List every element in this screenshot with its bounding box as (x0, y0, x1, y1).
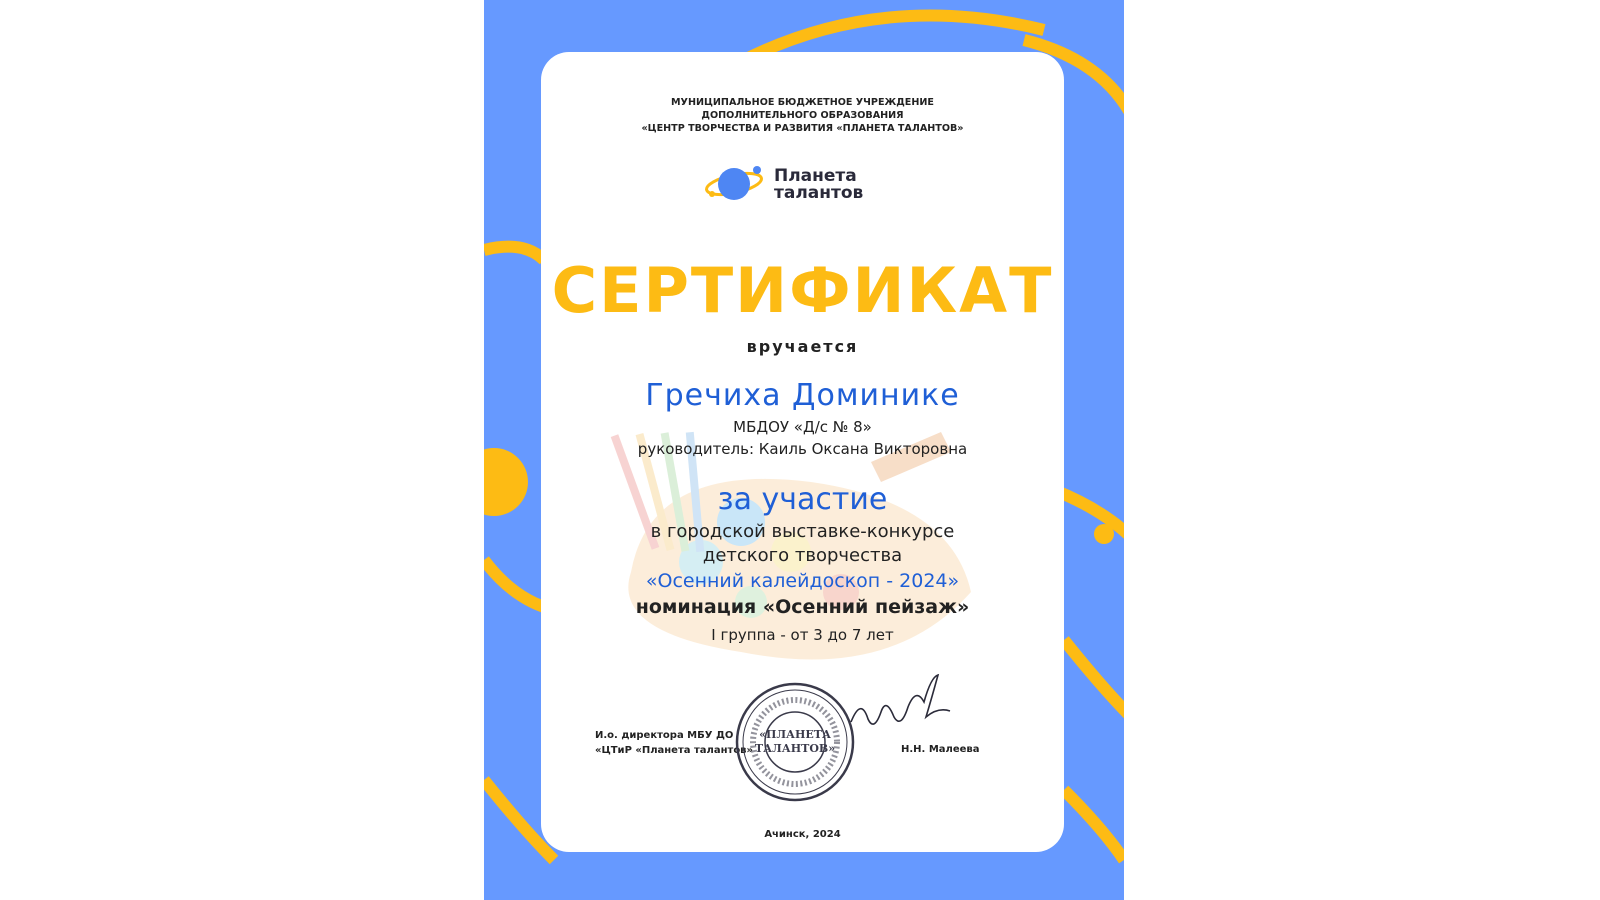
city-year: Ачинск, 2024 (764, 829, 841, 840)
event-description (541, 520, 1064, 568)
logo-line-1: Планета (774, 166, 857, 186)
stamp-text-line-1: «ПЛАНЕТА (759, 728, 831, 741)
nomination: номинация «Осенний пейзаж» (635, 596, 970, 618)
issuer-line-1: МУНИЦИПАЛЬНОЕ БЮДЖЕТНОЕ УЧРЕЖДЕНИЕ (671, 97, 934, 108)
certificate-subtitle: вручается (746, 337, 859, 356)
issuer-header (541, 96, 1064, 135)
stamp-text-line-2: ТАЛАНТОВ» (754, 742, 836, 755)
signer-name: Н.Н. Малеева (901, 744, 980, 755)
age-group: I группа - от 3 до 7 лет (711, 626, 894, 644)
issuer-line-3: «ЦЕНТР ТВОРЧЕСТВА И РАЗВИТИЯ «ПЛАНЕТА ТАЛАНТОВ» (641, 123, 964, 134)
signer-title-line-2: «ЦТиР «Планета талантов» (595, 745, 753, 756)
logo-text (774, 168, 863, 202)
seal-stamp (733, 680, 857, 804)
handwritten-signature (846, 667, 956, 747)
mentor-line: руководитель: Каиль Оксана Викторовна (637, 440, 968, 458)
issuer-line-2: ДОПОЛНИТЕЛЬНОГО ОБРАЗОВАНИЯ (701, 110, 904, 121)
signer-title (595, 728, 753, 758)
award-reason: за участие (717, 482, 888, 517)
certificate-card (541, 52, 1064, 852)
recipient-name: Гречиха Доминике (645, 378, 960, 413)
contest-name: «Осенний калейдоскоп - 2024» (645, 570, 960, 592)
signer-title-line-1: И.о. директора МБУ ДО (595, 730, 734, 741)
logo-line-2: талантов (774, 183, 864, 203)
event-description-line-2: детского творчества (702, 545, 903, 566)
certificate-title: СЕРТИФИКАТ (551, 254, 1054, 327)
recipient-organization: МБДОУ «Д/с № 8» (733, 418, 872, 436)
event-description-line-1: в городской выставке-конкурсе (650, 521, 955, 542)
